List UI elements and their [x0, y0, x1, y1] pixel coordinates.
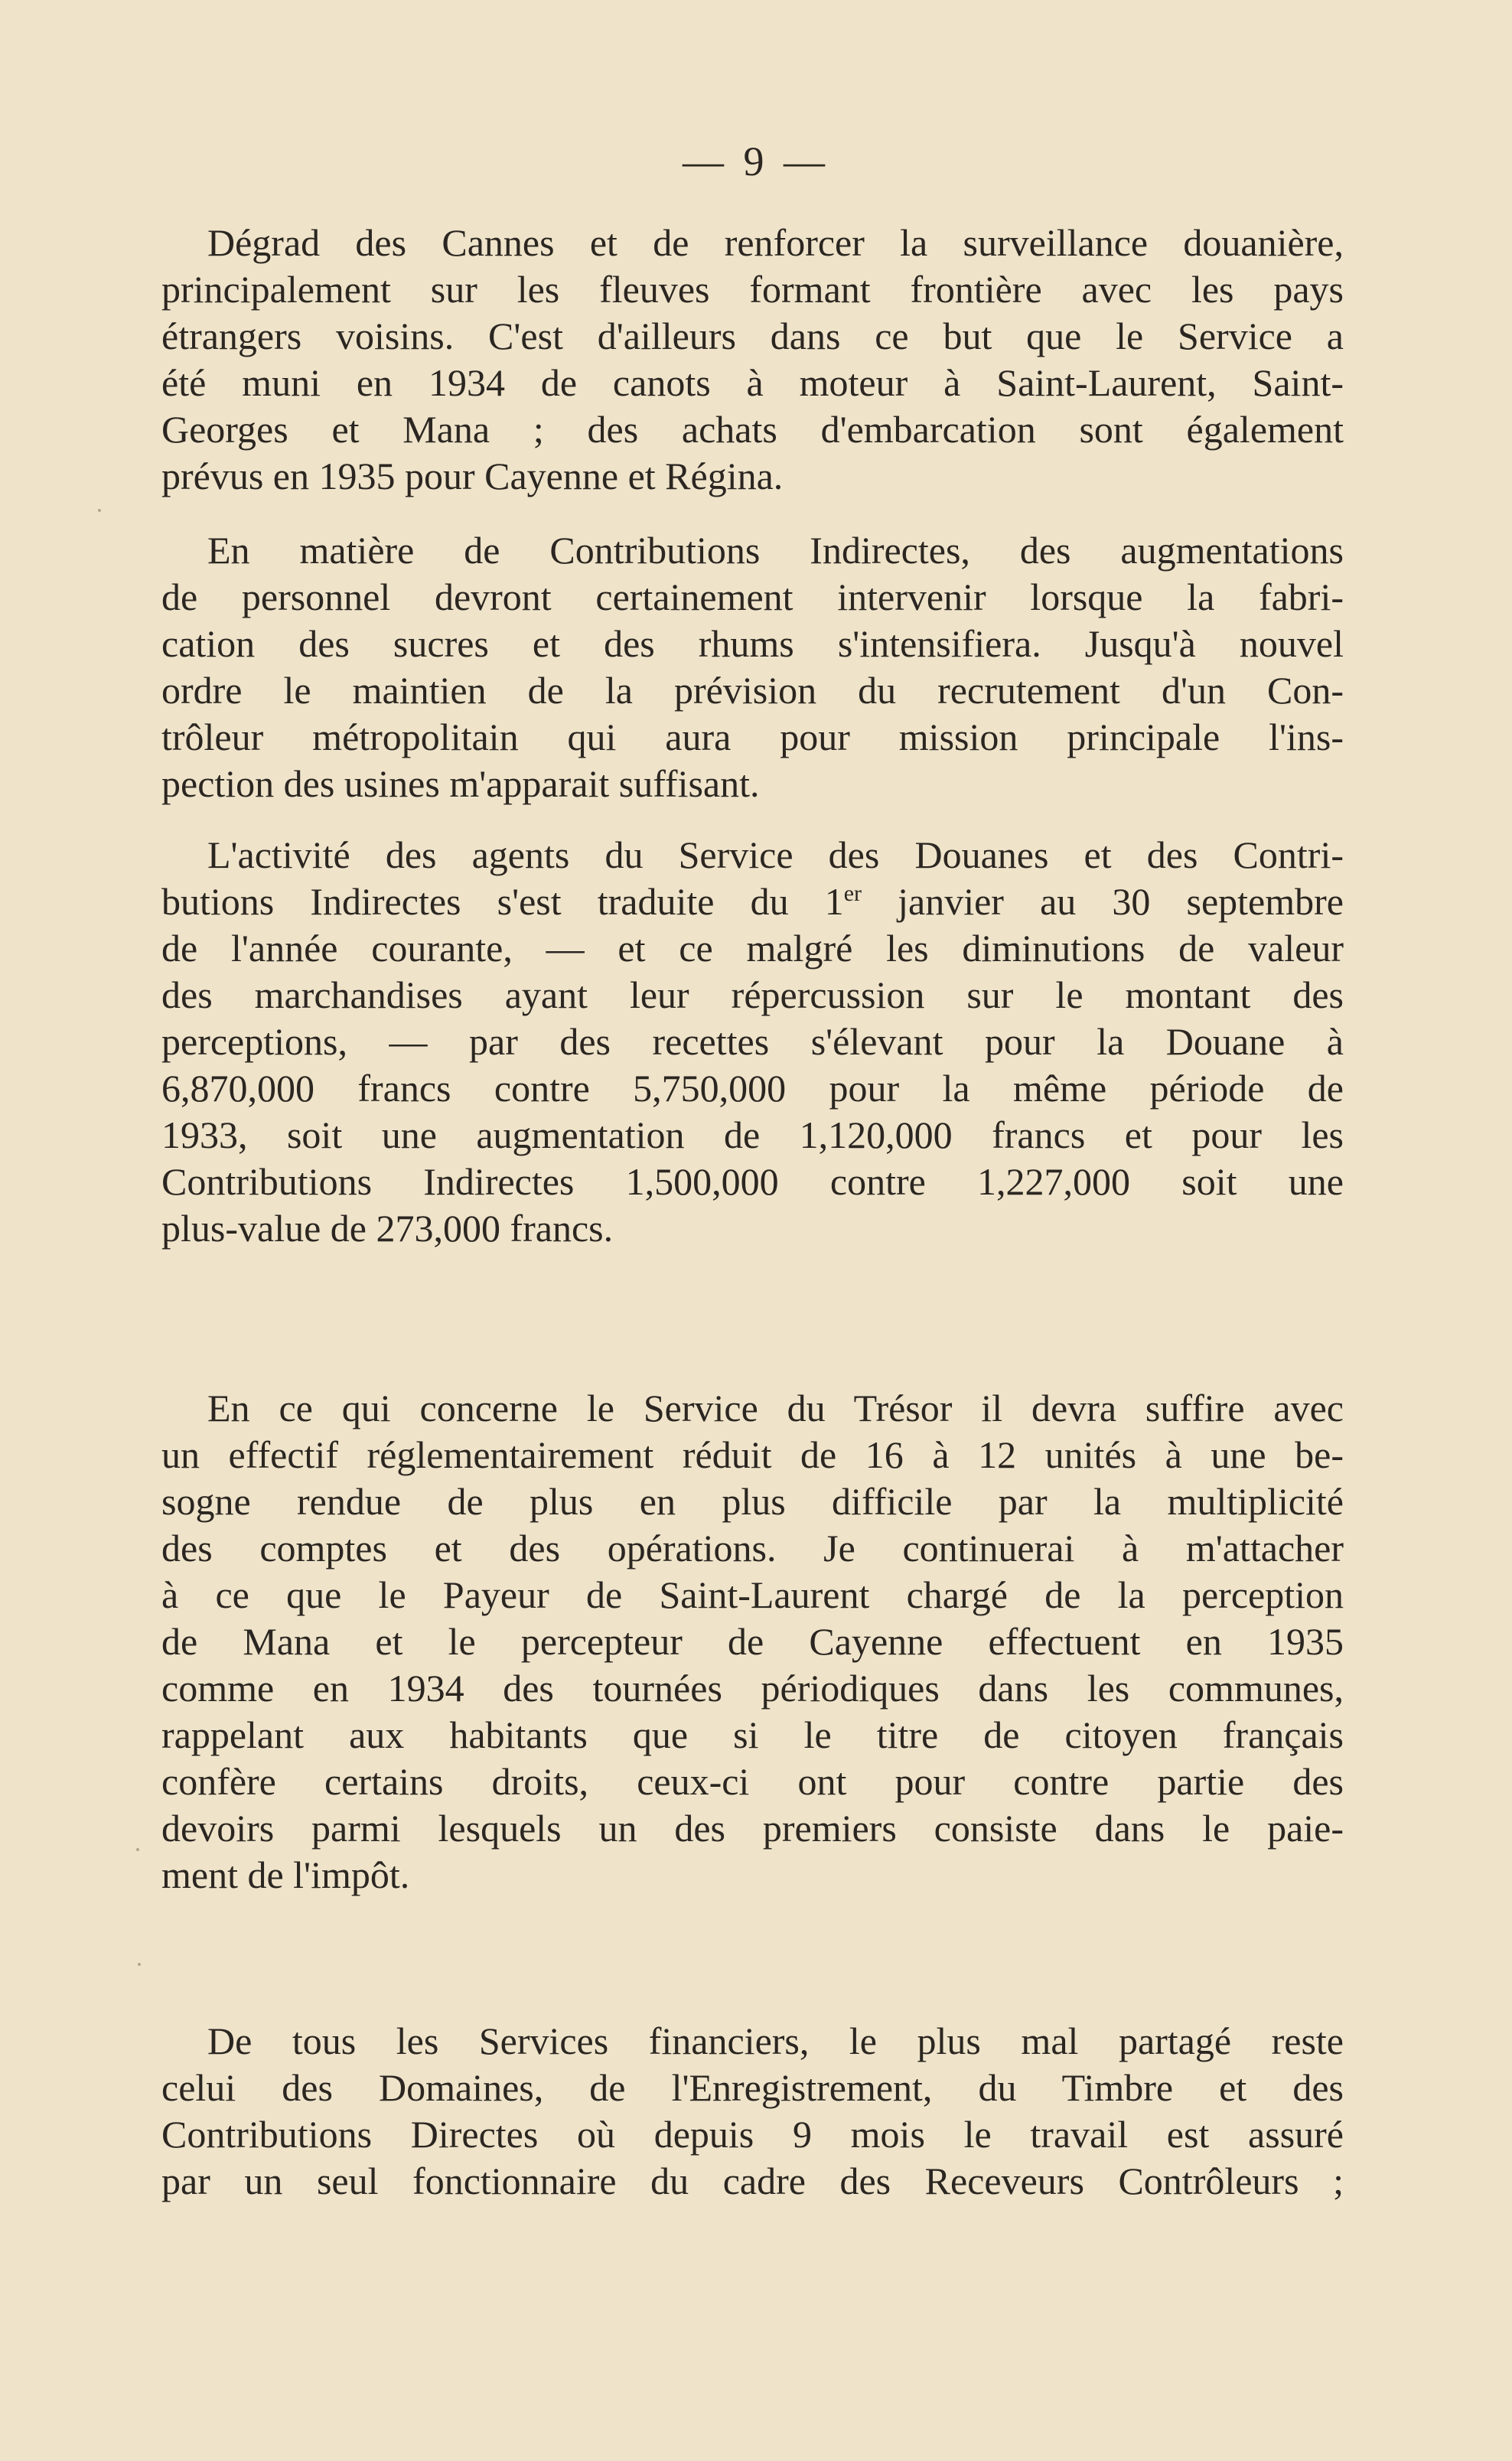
text-line: cation des sucres et des rhums s'intensifiera. Jusqu'à nouvel [161, 622, 1344, 665]
paragraph-treasury-service [161, 1385, 1344, 1899]
text-line: de Mana et le percepteur de Cayenne effectuent en 1935 [161, 1620, 1344, 1663]
text-line: trôleur métropolitain qui aura pour mission principale l'ins- [161, 715, 1344, 758]
superscript: er [843, 881, 862, 906]
text-fragment: janvier au 30 septembre [862, 880, 1344, 923]
text-line: principalement sur les fleuves formant frontière avec les pays [161, 268, 1344, 311]
text-line: celui des Domaines, de l'Enregistrement, du Timbre et des [161, 2066, 1344, 2109]
text-line: Contributions Directes où depuis 9 mois le travail est assuré [161, 2113, 1344, 2156]
text-line: par un seul fonctionnaire du cadre des Receveurs Contrôleurs ; [161, 2159, 1344, 2202]
text-line: plus-value de 273,000 francs. [161, 1207, 614, 1250]
text-line: Georges et Mana ; des achats d'embarcation sont également [161, 408, 1344, 451]
text-fragment: butions Indirectes s'est traduite du 1 [161, 880, 844, 923]
text-line: des marchandises ayant leur répercussion sur le montant des [161, 973, 1344, 1016]
text-line: de personnel devront certainement intervenir lorsque la fabri- [161, 575, 1344, 618]
page-number: — 9 — [683, 139, 829, 184]
text-line: des comptes et des opérations. Je continuerai à m'attacher [161, 1527, 1344, 1569]
text-line: pection des usines m'apparait suffisant. [161, 762, 760, 805]
text-line: à ce que le Payeur de Saint-Laurent chargé de la perception [161, 1573, 1344, 1616]
text-line: Dégrad des Cannes et de renforcer la surveillance douanière, [207, 221, 1344, 264]
paragraph-customs-revenue [161, 832, 1344, 1252]
paragraph-indirect-contributions [161, 527, 1344, 807]
text-line: comme en 1934 des tournées périodiques dans les communes, [161, 1667, 1344, 1710]
text-line: prévus en 1935 pour Cayenne et Régina. [161, 455, 784, 497]
text-line: devoirs parmi lesquels un des premiers consiste dans le paie- [161, 1807, 1344, 1850]
text-line: de l'année courante, — et ce malgré les diminutions de valeur [161, 927, 1344, 970]
text-line: sogne rendue de plus en plus difficile par la multiplicité [161, 1480, 1344, 1523]
text-line: 1933, soit une augmentation de 1,120,000 francs et pour les [161, 1113, 1344, 1156]
paper-speck [98, 509, 101, 512]
paper-speck [138, 1963, 141, 1966]
text-line: perceptions, — par des recettes s'élevant pour la Douane à [161, 1020, 1344, 1063]
text-line: En ce qui concerne le Service du Trésor il devra suffire avec [207, 1387, 1344, 1429]
paragraph-customs-surveillance [161, 220, 1344, 500]
text-line: confère certains droits, ceux-ci ont pour contre partie des [161, 1760, 1344, 1803]
text-line: ordre le maintien de la prévision du recrutement d'un Con- [161, 669, 1344, 712]
text-line: un effectif réglementairement réduit de 16 à 12 unités à une be- [161, 1433, 1344, 1476]
text-line: 6,870,000 francs contre 5,750,000 pour la même période de [161, 1067, 1344, 1110]
text-line [161, 878, 1344, 925]
paper-speck [136, 1848, 139, 1851]
text-line: rappelant aux habitants que si le titre de citoyen français [161, 1713, 1344, 1756]
text-line: L'activité des agents du Service des Douanes et des Contri- [207, 833, 1344, 876]
text-line: ment de l'impôt. [161, 1853, 410, 1896]
text-line: été muni en 1934 de canots à moteur à Saint-Laurent, Saint- [161, 361, 1344, 404]
text-line: De tous les Services financiers, le plus mal partagé reste [207, 2019, 1344, 2062]
text-line: étrangers voisins. C'est d'ailleurs dans ce but que le Service a [161, 315, 1344, 357]
text-line: En matière de Contributions Indirectes, des augmentations [207, 529, 1344, 572]
text-line: Contributions Indirectes 1,500,000 contre 1,227,000 soit une [161, 1160, 1344, 1203]
paragraph-domains-service [161, 2018, 1344, 2205]
